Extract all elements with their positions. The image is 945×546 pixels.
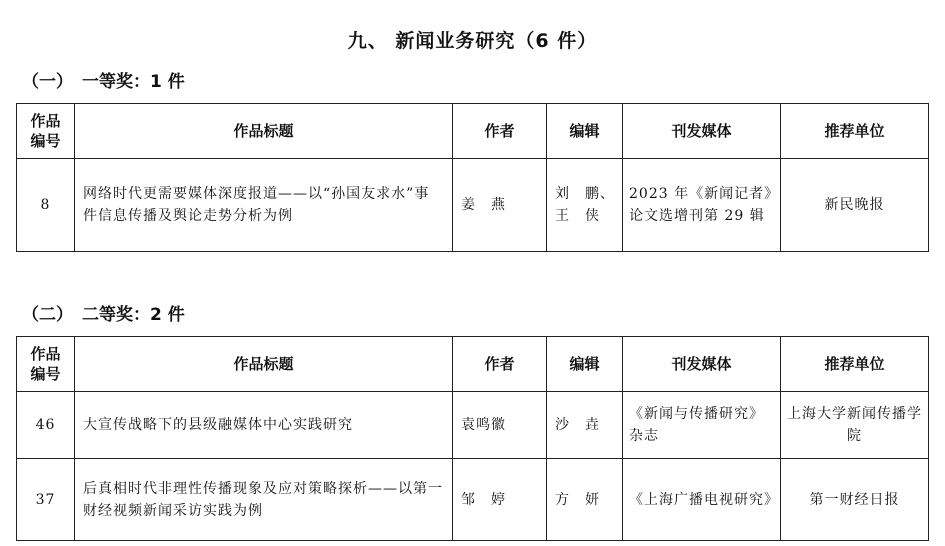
header-recommending-unit: 推荐单位 [781, 337, 929, 392]
header-recommending-unit: 推荐单位 [781, 104, 929, 159]
work-unit: 新民晚报 [781, 159, 929, 252]
header-publishing-media: 刊发媒体 [623, 337, 781, 392]
header-work-number: 作品 编号 [17, 337, 75, 392]
header-work-title: 作品标题 [75, 337, 453, 392]
work-media: 2023 年《新闻记者》论文选增刊第 29 辑 [623, 159, 781, 252]
page-title: 九、 新闻业务研究（6 件） [347, 30, 598, 52]
work-unit: 第一财经日报 [781, 459, 929, 541]
section-heading-first-prize [22, 70, 185, 94]
header-work-number: 作品 编号 [17, 104, 75, 159]
work-media: 《上海广播电视研究》 [623, 459, 781, 541]
work-unit: 上海大学新闻传播学院 [781, 392, 929, 459]
work-title: 后真相时代非理性传播现象及应对策略探析——以第一财经视频新闻采访实践为例 [75, 459, 453, 541]
section-title: 一等奖：1 件 [82, 72, 185, 92]
work-title: 大宣传战略下的县级融媒体中心实践研究 [75, 392, 453, 459]
work-number: 8 [17, 159, 75, 252]
header-editor: 编辑 [547, 104, 623, 159]
work-author: 袁鸣徽 [453, 392, 547, 459]
work-author: 姜 燕 [453, 159, 547, 252]
work-editor: 刘 鹏、 王 侠 [547, 159, 623, 252]
section-number: （一） [22, 72, 73, 92]
section-title: 二等奖：2 件 [82, 305, 185, 325]
table-row [17, 392, 929, 459]
work-media: 《新闻与传播研究》杂志 [623, 392, 781, 459]
work-author: 邹 婷 [453, 459, 547, 541]
header-author: 作者 [453, 104, 547, 159]
header-work-title: 作品标题 [75, 104, 453, 159]
table-row [17, 459, 929, 541]
table-header-row [17, 104, 929, 159]
header-publishing-media: 刊发媒体 [623, 104, 781, 159]
table-header-row [17, 337, 929, 392]
work-title: 网络时代更需要媒体深度报道——以“孙国友求水”事件信息传播及舆论走势分析为例 [75, 159, 453, 252]
section-heading-second-prize [22, 303, 185, 327]
section-number: （二） [22, 305, 73, 325]
first-prize-table [16, 103, 929, 252]
work-number: 46 [17, 392, 75, 459]
header-editor: 编辑 [547, 337, 623, 392]
second-prize-table [16, 336, 929, 541]
work-editor: 沙 垚 [547, 392, 623, 459]
table-row [17, 159, 929, 252]
header-author: 作者 [453, 337, 547, 392]
work-editor: 方 妍 [547, 459, 623, 541]
work-number: 37 [17, 459, 75, 541]
